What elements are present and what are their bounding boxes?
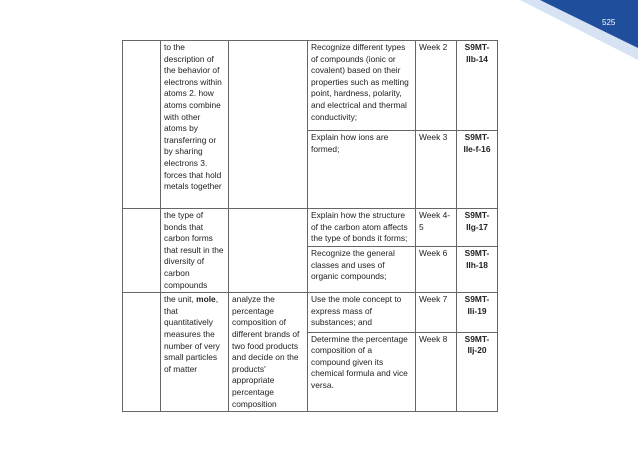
performance-cell: analyze the percentage composition of different brands of two food products and decide on the products' appropriate percentage composition — [229, 293, 308, 412]
week-cell: Week 6 — [416, 246, 457, 292]
code-cell: S9MT-IIj-20 — [457, 332, 498, 411]
competency-cell: Determine the percentage composition of a compound given its chemical formula and vice versa. — [308, 332, 416, 411]
competency-cell: Explain how ions are formed; — [308, 131, 416, 209]
table-row — [123, 293, 498, 332]
code-cell: S9MT-IIe-f-16 — [457, 131, 498, 209]
performance-cell — [229, 209, 308, 293]
content-cell — [161, 293, 229, 412]
content-cell: to the description of the behavior of electrons within atoms 2. how atoms combine with other atoms by transferring or by sharing electrons 3. forces that hold metals together — [161, 41, 229, 209]
blank-cell — [123, 293, 161, 412]
performance-cell — [229, 41, 308, 209]
week-cell: Week 8 — [416, 332, 457, 411]
week-cell: Week 2 — [416, 41, 457, 131]
competency-cell: Explain how the structure of the carbon atom affects the type of bonds it forms; — [308, 209, 416, 247]
blank-cell — [123, 209, 161, 293]
code-cell: S9MT-IIi-19 — [457, 293, 498, 332]
blank-cell — [123, 41, 161, 209]
code-cell: S9MT-IIb-14 — [457, 41, 498, 131]
content-text-pre: the unit, — [164, 294, 197, 305]
week-cell: Week 4-5 — [416, 209, 457, 247]
content-text-post: , that quantitatively measures the number of very small particles of matter — [164, 294, 220, 374]
content-text-bold: mole — [196, 294, 216, 305]
code-cell: S9MT-IIh-18 — [457, 246, 498, 292]
week-cell: Week 3 — [416, 131, 457, 209]
week-cell: Week 7 — [416, 293, 457, 332]
table-row — [123, 209, 498, 247]
competency-cell: Recognize the general classes and uses of organic compounds; — [308, 246, 416, 292]
curriculum-table — [122, 40, 498, 412]
content-cell: the type of bonds that carbon forms that result in the diversity of carbon compounds — [161, 209, 229, 293]
code-cell: S9MT-IIg-17 — [457, 209, 498, 247]
competency-cell: Recognize different types of compounds (ionic or covalent) based on their properties such as melting point, hardness, polarity, and electrical and thermal conductivity; — [308, 41, 416, 131]
page-number: 525 — [602, 18, 616, 27]
table-row — [123, 41, 498, 131]
competency-cell: Use the mole concept to express mass of substances; and — [308, 293, 416, 332]
